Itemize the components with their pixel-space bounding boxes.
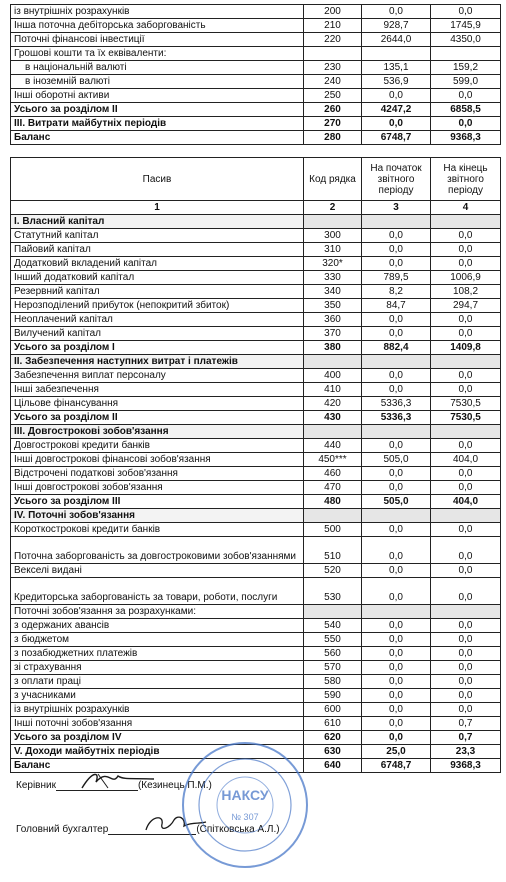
row-code: 400 — [304, 369, 362, 383]
row-label: Резервний капітал — [11, 285, 304, 299]
row-code: 220 — [304, 33, 362, 47]
row-start-value: 84,7 — [362, 299, 431, 313]
row-label: Інші довгострокові зобов'язання — [11, 481, 304, 495]
table-row — [11, 341, 501, 355]
col-header-start: На початок звітного періоду — [362, 158, 431, 201]
row-end-value: 0,0 — [431, 689, 501, 703]
table-row — [11, 271, 501, 285]
row-code — [304, 425, 362, 439]
row-label: з бюджетом — [11, 633, 304, 647]
row-label: Усього за розділом III — [11, 495, 304, 509]
row-start-value: 505,0 — [362, 453, 431, 467]
row-label: Інший додатковий капітал — [11, 271, 304, 285]
row-label: з оплати праці — [11, 675, 304, 689]
row-label: II. Забезпечення наступних витрат і платежів — [11, 355, 304, 369]
row-start-value: 6748,7 — [362, 131, 431, 145]
row-code: 600 — [304, 703, 362, 717]
table-row — [11, 5, 501, 19]
accountant-name: (Спітковська А.Л.) — [196, 824, 280, 835]
row-start-value: 0,0 — [362, 439, 431, 453]
row-code: 450*** — [304, 453, 362, 467]
row-end-value: 0,0 — [431, 439, 501, 453]
row-label: Поточна заборгованість за довгостроковими зобов'язаннями — [11, 537, 304, 564]
row-start-value: 0,0 — [362, 537, 431, 564]
row-start-value: 0,0 — [362, 89, 431, 103]
row-label: з позабюджетних платежів — [11, 647, 304, 661]
row-start-value: 536,9 — [362, 75, 431, 89]
table-row — [11, 103, 501, 117]
table-row — [11, 467, 501, 481]
row-label: Усього за розділом I — [11, 341, 304, 355]
row-start-value: 25,0 — [362, 745, 431, 759]
liabilities-table — [10, 157, 501, 773]
table-row — [11, 19, 501, 33]
col-header-end: На кінець звітного періоду — [431, 158, 501, 201]
row-code: 500 — [304, 523, 362, 537]
row-code: 320* — [304, 257, 362, 271]
table-row — [11, 453, 501, 467]
row-end-value: 0,0 — [431, 675, 501, 689]
row-code: 420 — [304, 397, 362, 411]
row-start-value: 5336,3 — [362, 397, 431, 411]
table-row — [11, 717, 501, 731]
row-end-value — [431, 215, 501, 229]
row-end-value: 0,0 — [431, 369, 501, 383]
table-row — [11, 495, 501, 509]
table-row — [11, 285, 501, 299]
table-row — [11, 509, 501, 523]
table-row — [11, 75, 501, 89]
row-end-value: 23,3 — [431, 745, 501, 759]
table-row — [11, 47, 501, 61]
row-start-value: 8,2 — [362, 285, 431, 299]
row-end-value: 9368,3 — [431, 131, 501, 145]
row-end-value: 0,0 — [431, 243, 501, 257]
row-start-value: 0,0 — [362, 229, 431, 243]
row-start-value: 0,0 — [362, 369, 431, 383]
table-row — [11, 355, 501, 369]
table-row — [11, 299, 501, 313]
row-start-value: 0,0 — [362, 523, 431, 537]
row-start-value — [362, 355, 431, 369]
row-end-value: 0,0 — [431, 619, 501, 633]
table-row — [11, 523, 501, 537]
row-end-value: 0,0 — [431, 537, 501, 564]
row-end-value: 0,0 — [431, 313, 501, 327]
row-start-value: 0,0 — [362, 327, 431, 341]
row-start-value: 0,0 — [362, 675, 431, 689]
row-code: 620 — [304, 731, 362, 745]
row-end-value: 9368,3 — [431, 759, 501, 773]
row-start-value — [362, 425, 431, 439]
row-label: Пайовий капітал — [11, 243, 304, 257]
row-code: 350 — [304, 299, 362, 313]
table-row — [11, 33, 501, 47]
row-start-value: 0,0 — [362, 383, 431, 397]
row-label: Усього за розділом IV — [11, 731, 304, 745]
row-label: Поточні зобов'язання за розрахунками: — [11, 605, 304, 619]
row-end-value — [431, 509, 501, 523]
table-row — [11, 89, 501, 103]
row-label: зі страхування — [11, 661, 304, 675]
director-label: Керівник — [16, 780, 56, 791]
row-code: 370 — [304, 327, 362, 341]
row-label: Грошові кошти та їх еквіваленти: — [11, 47, 304, 61]
table-row — [11, 257, 501, 271]
row-end-value — [431, 425, 501, 439]
col-number-2: 2 — [304, 201, 362, 215]
row-start-value: 0,0 — [362, 313, 431, 327]
row-start-value: 135,1 — [362, 61, 431, 75]
row-end-value: 1006,9 — [431, 271, 501, 285]
row-start-value: 5336,3 — [362, 411, 431, 425]
row-end-value: 0,0 — [431, 564, 501, 578]
row-start-value: 0,0 — [362, 689, 431, 703]
row-code: 250 — [304, 89, 362, 103]
row-label: Довгострокові кредити банків — [11, 439, 304, 453]
row-label: Вилучений капітал — [11, 327, 304, 341]
row-end-value: 7530,5 — [431, 411, 501, 425]
row-label: Неоплачений капітал — [11, 313, 304, 327]
table-row — [11, 633, 501, 647]
row-code: 570 — [304, 661, 362, 675]
row-start-value: 0,0 — [362, 633, 431, 647]
row-end-value: 404,0 — [431, 495, 501, 509]
row-start-value: 0,0 — [362, 717, 431, 731]
row-label: Усього за розділом II — [11, 411, 304, 425]
director-signature — [78, 766, 158, 794]
row-label: Відстрочені податкові зобов'язання — [11, 467, 304, 481]
row-code — [304, 215, 362, 229]
row-code: 230 — [304, 61, 362, 75]
row-label: Векселі видані — [11, 564, 304, 578]
row-end-value: 0,0 — [431, 383, 501, 397]
stamp-title: НАКСУ — [221, 787, 269, 803]
row-label: Цільове фінансування — [11, 397, 304, 411]
row-code: 260 — [304, 103, 362, 117]
row-end-value: 0,0 — [431, 257, 501, 271]
col-number-1: 1 — [11, 201, 304, 215]
row-label: з одержаних авансів — [11, 619, 304, 633]
row-code: 520 — [304, 564, 362, 578]
row-end-value — [431, 47, 501, 61]
row-end-value: 7530,5 — [431, 397, 501, 411]
row-label: Поточні фінансові інвестиції — [11, 33, 304, 47]
row-end-value: 0,0 — [431, 661, 501, 675]
row-code: 470 — [304, 481, 362, 495]
row-label: Нерозподілений прибуток (непокритий збиток) — [11, 299, 304, 313]
row-code: 280 — [304, 131, 362, 145]
row-end-value: 0,0 — [431, 89, 501, 103]
row-end-value: 0,7 — [431, 717, 501, 731]
row-code: 530 — [304, 578, 362, 605]
row-label: IV. Поточні зобов'язання — [11, 509, 304, 523]
row-start-value: 0,0 — [362, 731, 431, 745]
row-code: 480 — [304, 495, 362, 509]
row-code: 270 — [304, 117, 362, 131]
row-label: із внутрішніх розрахунків — [11, 703, 304, 717]
row-label: Інші довгострокові фінансові зобов'язання — [11, 453, 304, 467]
row-start-value: 928,7 — [362, 19, 431, 33]
row-label: Кредиторська заборгованість за товари, роботи, послуги — [11, 578, 304, 605]
col-header-code: Код рядка — [304, 158, 362, 201]
row-code — [304, 509, 362, 523]
row-end-value: 0,0 — [431, 117, 501, 131]
row-start-value — [362, 215, 431, 229]
row-code: 630 — [304, 745, 362, 759]
row-start-value: 0,0 — [362, 578, 431, 605]
row-start-value: 789,5 — [362, 271, 431, 285]
row-end-value: 0,0 — [431, 481, 501, 495]
accountant-label: Головний бухгалтер — [16, 824, 109, 835]
row-label: Баланс — [11, 759, 304, 773]
row-label: I. Власний капітал — [11, 215, 304, 229]
row-code: 430 — [304, 411, 362, 425]
table-row — [11, 481, 501, 495]
row-start-value — [362, 47, 431, 61]
table-row — [11, 327, 501, 341]
table-row — [11, 619, 501, 633]
row-code: 310 — [304, 243, 362, 257]
row-label: Короткострокові кредити банків — [11, 523, 304, 537]
table-row — [11, 117, 501, 131]
row-code: 380 — [304, 341, 362, 355]
row-label: V. Доходи майбутніх періодів — [11, 745, 304, 759]
row-end-value: 1409,8 — [431, 341, 501, 355]
row-code — [304, 605, 362, 619]
table-row — [11, 215, 501, 229]
row-end-value: 159,2 — [431, 61, 501, 75]
table-row — [11, 578, 501, 605]
col-number-3: 3 — [362, 201, 431, 215]
table-row — [11, 439, 501, 453]
row-code: 640 — [304, 759, 362, 773]
row-code: 360 — [304, 313, 362, 327]
row-code: 340 — [304, 285, 362, 299]
table-row — [11, 647, 501, 661]
row-label: III. Довгострокові зобов'язання — [11, 425, 304, 439]
row-code: 300 — [304, 229, 362, 243]
row-start-value: 505,0 — [362, 495, 431, 509]
row-start-value: 0,0 — [362, 481, 431, 495]
row-end-value: 0,0 — [431, 5, 501, 19]
row-code: 240 — [304, 75, 362, 89]
row-start-value: 0,0 — [362, 619, 431, 633]
table-row — [11, 605, 501, 619]
director-name: (Кезинець П.М.) — [137, 780, 212, 791]
row-end-value — [431, 355, 501, 369]
row-label: Інші забезпечення — [11, 383, 304, 397]
table-row — [11, 369, 501, 383]
table-row — [11, 703, 501, 717]
row-code: 200 — [304, 5, 362, 19]
table-row — [11, 61, 501, 75]
table-row — [11, 537, 501, 564]
col-number-4: 4 — [431, 201, 501, 215]
row-code: 540 — [304, 619, 362, 633]
row-end-value: 0,0 — [431, 647, 501, 661]
table-row — [11, 313, 501, 327]
row-code: 580 — [304, 675, 362, 689]
table-row — [11, 675, 501, 689]
row-code: 510 — [304, 537, 362, 564]
row-start-value: 2644,0 — [362, 33, 431, 47]
table-row — [11, 243, 501, 257]
stamp-number: № 307 — [231, 812, 259, 822]
row-code: 330 — [304, 271, 362, 285]
row-start-value: 0,0 — [362, 257, 431, 271]
row-end-value: 0,0 — [431, 229, 501, 243]
row-end-value: 404,0 — [431, 453, 501, 467]
row-label: з учасниками — [11, 689, 304, 703]
table-row — [11, 383, 501, 397]
row-end-value: 1745,9 — [431, 19, 501, 33]
row-start-value: 0,0 — [362, 467, 431, 481]
row-label: Забезпечення виплат персоналу — [11, 369, 304, 383]
row-end-value — [431, 605, 501, 619]
row-code: 210 — [304, 19, 362, 33]
row-end-value: 108,2 — [431, 285, 501, 299]
table-row — [11, 564, 501, 578]
row-start-value — [362, 605, 431, 619]
row-code: 550 — [304, 633, 362, 647]
row-end-value: 0,0 — [431, 703, 501, 717]
row-code — [304, 355, 362, 369]
row-label: Інші оборотні активи — [11, 89, 304, 103]
row-code: 440 — [304, 439, 362, 453]
row-label: Статутний капітал — [11, 229, 304, 243]
row-end-value: 6858,5 — [431, 103, 501, 117]
row-end-value: 0,0 — [431, 467, 501, 481]
table-row — [11, 661, 501, 675]
row-end-value: 0,0 — [431, 578, 501, 605]
row-start-value: 882,4 — [362, 341, 431, 355]
row-code: 460 — [304, 467, 362, 481]
row-start-value: 4247,2 — [362, 103, 431, 117]
row-start-value: 0,0 — [362, 703, 431, 717]
row-code — [304, 47, 362, 61]
row-code: 610 — [304, 717, 362, 731]
table-row — [11, 689, 501, 703]
table-row — [11, 411, 501, 425]
row-start-value: 0,0 — [362, 647, 431, 661]
assets-table-continuation — [10, 4, 501, 145]
row-end-value: 0,0 — [431, 633, 501, 647]
row-end-value: 4350,0 — [431, 33, 501, 47]
row-label: в іноземній валюті — [11, 75, 304, 89]
row-label: Баланс — [11, 131, 304, 145]
row-label: Інша поточна дебіторська заборгованість — [11, 19, 304, 33]
row-start-value: 0,0 — [362, 661, 431, 675]
row-end-value: 0,0 — [431, 327, 501, 341]
table-row — [11, 229, 501, 243]
col-header-liabilities: Пасив — [11, 158, 304, 201]
row-label: Усього за розділом II — [11, 103, 304, 117]
row-label: III. Витрати майбутніх періодів — [11, 117, 304, 131]
table-row — [11, 131, 501, 145]
row-end-value: 0,7 — [431, 731, 501, 745]
table-row — [11, 397, 501, 411]
row-label: в національній валюті — [11, 61, 304, 75]
official-stamp — [180, 740, 310, 870]
row-label: із внутрішніх розрахунків — [11, 5, 304, 19]
row-end-value: 294,7 — [431, 299, 501, 313]
row-label: Інші поточні зобов'язання — [11, 717, 304, 731]
row-start-value: 0,0 — [362, 5, 431, 19]
row-code: 560 — [304, 647, 362, 661]
row-start-value: 0,0 — [362, 564, 431, 578]
row-label: Додатковий вкладений капітал — [11, 257, 304, 271]
row-start-value — [362, 509, 431, 523]
row-code: 590 — [304, 689, 362, 703]
row-start-value: 6748,7 — [362, 759, 431, 773]
row-end-value: 0,0 — [431, 523, 501, 537]
row-start-value: 0,0 — [362, 243, 431, 257]
table-row — [11, 425, 501, 439]
row-code: 410 — [304, 383, 362, 397]
row-end-value: 599,0 — [431, 75, 501, 89]
row-start-value: 0,0 — [362, 117, 431, 131]
